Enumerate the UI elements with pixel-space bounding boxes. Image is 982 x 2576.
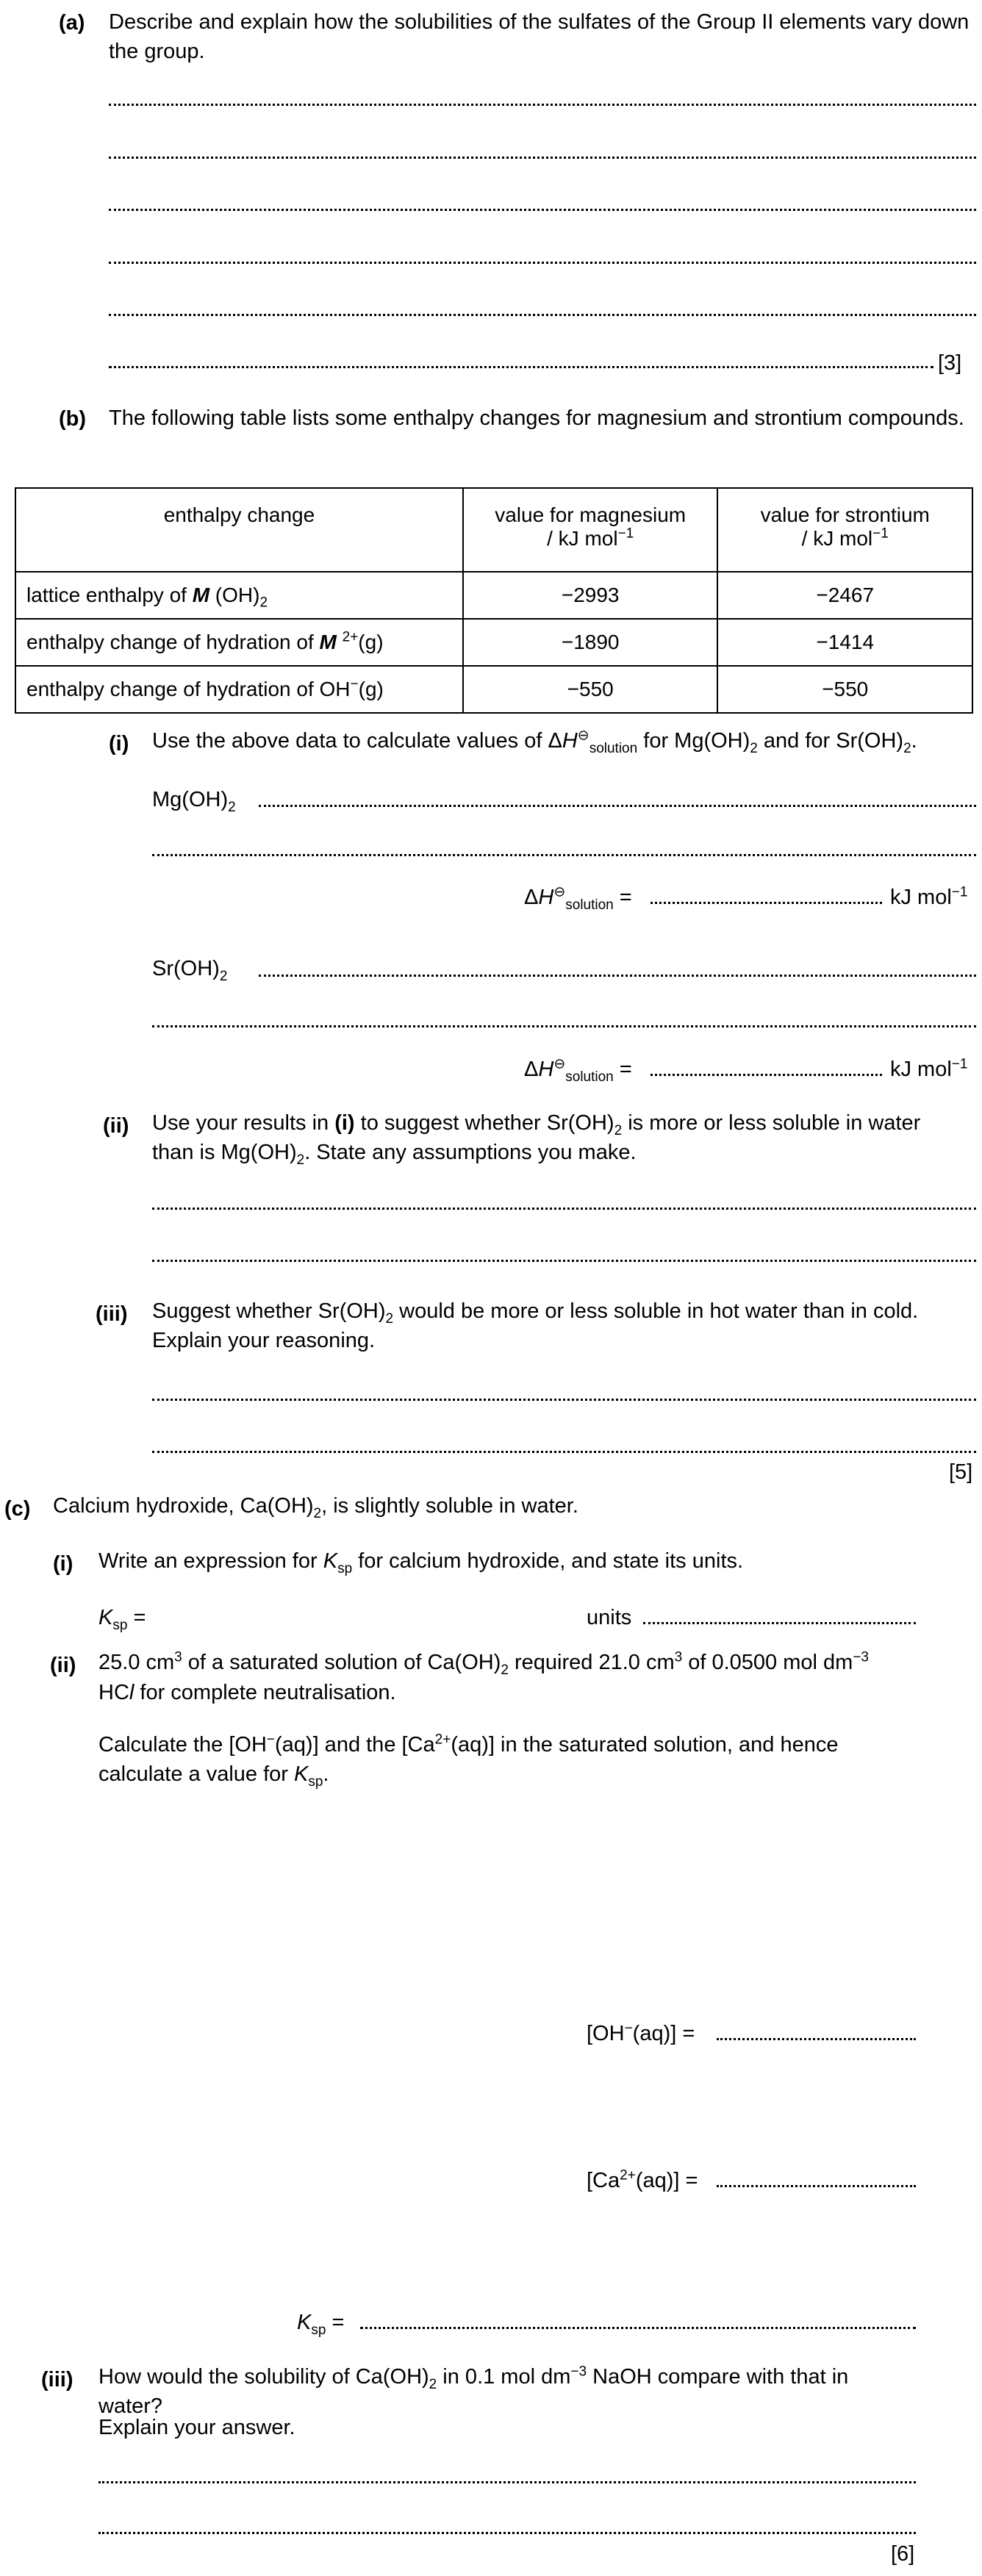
units-answer[interactable] [643,1622,916,1624]
answer-line[interactable] [152,854,976,856]
answer-line[interactable] [152,1025,976,1027]
answer-line[interactable] [259,975,976,977]
part-b-iii-label: (iii) [96,1302,128,1326]
part-c-marks: [6] [891,2542,915,2566]
part-c-ii-calc2: calculate a value for $K_{sp}$. [98,1762,329,1790]
answer-line[interactable] [109,104,976,106]
part-c-i-label: (i) [53,1552,74,1576]
answer-line[interactable] [109,157,976,159]
part-b-ii-line2: than is $Mg(OH)_2$. State any assumptions you make. [152,1141,637,1168]
ksp-value-answer[interactable] [360,2327,916,2329]
part-c-i-question: Write an expression for $K_{sp}$ for calcium hydroxide, and state its units. [98,1549,744,1576]
part-b-i-label: (i) [109,732,129,756]
part-c-iii-line1: How would the solubility of $Ca(OH)_2$ in 0.1 mol $dm^{-3}$ NaOH compare with that in [98,2364,849,2392]
delta-h-mg-answer[interactable] [651,902,882,904]
part-c-ii-calc1: Calculate the [OH−(aq)] and the $[Ca^{2+}(aq)]$ in the saturated solution, and hence [98,1732,839,1757]
row-label: enthalpy change of hydration of OH−(g) [15,666,463,713]
table-header-row [15,488,972,572]
part-b-ii-label: (ii) [103,1114,129,1138]
header-strontium: value for strontium / kJ mol$^{-1}$ [717,488,972,572]
table-row [15,619,972,666]
answer-line[interactable] [152,1451,976,1453]
row-label: enthalpy change of hydration of M $^{2+}$(g) [15,619,463,666]
delta-h-mg-label: $\Delta H^⊖_{solution}$ = [524,884,632,913]
value-sr: −550 [717,666,972,713]
delta-h-sr-label: $\Delta H^⊖_{solution}$ = [524,1056,632,1085]
part-a-question: Describe and explain how the solubilities of the sulfates of the Group II elements vary down the group. [109,10,970,63]
unit-label: kJ mol$^{-1}$ [890,1056,968,1081]
part-b-label: (b) [59,407,87,431]
answer-line[interactable] [152,1399,976,1401]
oh-conc-label: [OH−(aq)] = [587,2020,695,2045]
units-label: units [587,1606,632,1629]
answer-line[interactable] [98,2481,916,2483]
part-a-marks: [3] [938,351,962,375]
part-b-ii-line1: Use your results in (i) to suggest whether $Sr(OH)_2$ is more or less soluble in water [152,1111,921,1138]
table-row [15,666,972,713]
part-b-i-question: Use the above data to calculate values of $\Delta H^⊖_{solution}$ for $Mg(OH)_2$ and for $Sr(OH)_2$. [152,728,917,756]
answer-line[interactable] [152,1260,976,1262]
header-magnesium: value for magnesium / kJ mol$^{-1}$ [463,488,718,572]
value-mg: −1890 [463,619,718,666]
answer-line[interactable] [109,262,976,264]
answer-line[interactable] [109,314,976,316]
answer-line[interactable] [259,805,976,807]
part-c-iii-line3: Explain your answer. [98,2416,295,2439]
answer-line[interactable] [152,1208,976,1210]
oh-conc-answer[interactable] [717,2038,916,2040]
value-mg: −2993 [463,572,718,619]
answer-line[interactable] [98,2532,916,2534]
row-label: lattice enthalpy of M $(OH)_2$ [15,572,463,619]
part-b-intro: The following table lists some enthalpy changes for magnesium and strontium compounds. [109,406,964,430]
part-b-iii-line1: Suggest whether $Sr(OH)_2$ would be more or less soluble in hot water than in cold. [152,1299,919,1327]
part-c-ii-line2: HCl for complete neutralisation. [98,1681,396,1704]
ca-conc-label: $[Ca^{2+}(aq)]$ = [587,2167,698,2192]
part-c-intro: Calcium hydroxide, $Ca(OH)_2$, is slightly soluble in water. [53,1494,578,1521]
value-mg: −550 [463,666,718,713]
answer-line[interactable] [109,366,933,368]
part-c-iii-line2: water? [98,2394,163,2418]
delta-h-sr-answer[interactable] [651,1074,882,1076]
ksp-value-label: $K_{sp}$ = [297,2311,345,2338]
unit-label: kJ mol$^{-1}$ [890,884,968,909]
part-b-iii-line2: Explain your reasoning. [152,1329,376,1352]
sr-oh2-label: $Sr(OH)_2$ [152,957,228,984]
table-row [15,572,972,619]
enthalpy-table [15,487,973,714]
mg-oh2-label: $Mg(OH)_2$ [152,788,236,815]
part-c-ii-line1: 25.0 $cm^3$ of a saturated solution of $Ca(OH)_2$ required 21.0 $cm^3$ of 0.0500 mol $dm^{-3}$ [98,1649,869,1678]
part-c-iii-label: (iii) [41,2368,74,2392]
part-c-ii-label: (ii) [50,1654,76,1677]
value-sr: −1414 [717,619,972,666]
ca-conc-answer[interactable] [717,2185,916,2187]
part-c-label: (c) [4,1497,31,1521]
part-b-marks: [5] [949,1460,973,1484]
ksp-expression-label: $K_{sp}$ = [98,1606,146,1633]
part-a-label: (a) [59,11,85,35]
value-sr: −2467 [717,572,972,619]
header-enthalpy-change: enthalpy change [15,488,463,572]
answer-line[interactable] [109,209,976,211]
